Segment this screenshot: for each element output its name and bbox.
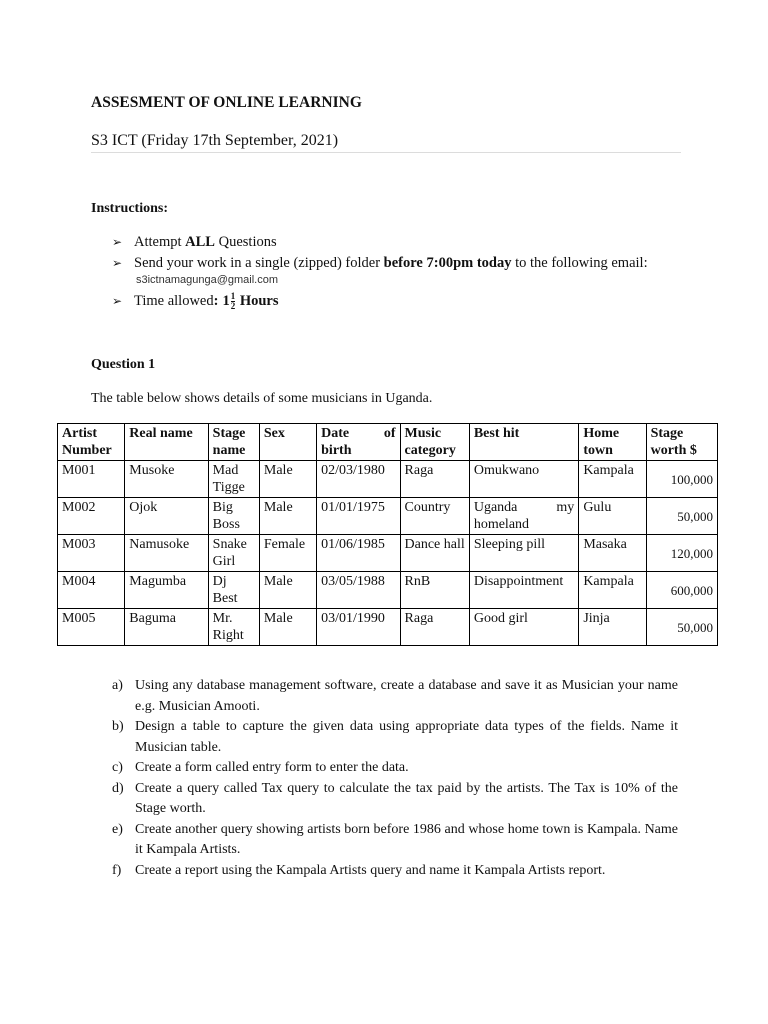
cell-real-name: Ojok	[125, 498, 208, 535]
cell-sex: Male	[259, 461, 316, 498]
document-subtitle: S3 ICT (Friday 17th September, 2021)	[91, 132, 339, 149]
cell-real-name: Baguma	[125, 609, 208, 646]
cell-artist-number: M005	[58, 609, 125, 646]
cell-artist-number: M003	[58, 535, 125, 572]
task-item	[112, 717, 678, 758]
cell-sex: Male	[259, 498, 316, 535]
cell-artist-number: M002	[58, 498, 125, 535]
col-date-of-birth: Date of birth	[317, 424, 400, 461]
cell-music-category: Country	[400, 498, 469, 535]
cell-stage-worth: 100,000	[646, 461, 717, 498]
cell-real-name: Musoke	[125, 461, 208, 498]
cell-home-town: Gulu	[579, 498, 646, 535]
cell-real-name: Namusoke	[125, 535, 208, 572]
cell-best-hit: Omukwano	[469, 461, 578, 498]
cell-best-hit: Sleeping pill	[469, 535, 578, 572]
task-label: a)	[112, 678, 123, 693]
instruction-item-2: ➢ Send your work in a single (zipped) folder before 7:00pm today to the following email:	[112, 255, 648, 271]
cell-stage-worth: 120,000	[646, 535, 717, 572]
cell-stage-worth: 50,000	[646, 498, 717, 535]
cell-real-name: Magumba	[125, 572, 208, 609]
task-label: f)	[112, 862, 122, 878]
cell-sex: Male	[259, 572, 316, 609]
cell-date-of-birth: 01/06/1985	[317, 535, 400, 572]
header-divider	[91, 152, 681, 153]
col-sex: Sex	[259, 424, 316, 461]
cell-music-category: Raga	[400, 461, 469, 498]
cell-date-of-birth: 01/01/1975	[317, 498, 400, 535]
task-label: c)	[112, 760, 123, 775]
task-text: Create a report using the Kampala Artists query and name it Kampala Artists report.	[135, 862, 606, 878]
task-item	[112, 779, 678, 820]
task-item	[112, 820, 678, 861]
arrow-bullet-icon: ➢	[112, 293, 123, 308]
task-text: Create a query called Tax query to calculate the tax paid by the artists. The Tax is 10% of the Stage worth.	[135, 780, 678, 816]
task-text: Design a table to capture the given data using appropriate data types of the fields. Name it Musician table.	[135, 719, 678, 755]
question-heading: Question 1	[91, 357, 156, 372]
task-label: e)	[112, 821, 123, 837]
cell-music-category: Dance hall	[400, 535, 469, 572]
table-row	[58, 461, 718, 498]
cell-stage-worth: 600,000	[646, 572, 717, 609]
cell-best-hit: Good girl	[469, 609, 578, 646]
task-text: Create another query showing artists born before 1986 and whose home town is Kampala. Name it Kampala Artists.	[135, 821, 678, 857]
table-row	[58, 498, 718, 535]
cell-sex: Male	[259, 609, 316, 646]
col-music-category: Music category	[400, 424, 469, 461]
instructions-heading: Instructions:	[91, 201, 169, 216]
cell-home-town: Kampala	[579, 461, 646, 498]
cell-music-category: RnB	[400, 572, 469, 609]
cell-date-of-birth: 03/05/1988	[317, 572, 400, 609]
task-item	[112, 758, 678, 779]
cell-stage-name: Dj Best	[208, 572, 259, 609]
question-intro: The table below shows details of some musicians in Uganda.	[91, 391, 433, 406]
cell-stage-name: Big Boss	[208, 498, 259, 535]
cell-date-of-birth: 03/01/1990	[317, 609, 400, 646]
instruction-item-1: ➢ Attempt ALL Questions	[112, 234, 277, 250]
task-label: b)	[112, 719, 124, 734]
task-item	[112, 676, 678, 717]
time-fraction: $\frac{1}{2}$	[230, 291, 236, 311]
cell-best-hit: Uganda my homeland	[469, 498, 578, 535]
task-item	[112, 861, 678, 882]
table-row	[58, 572, 718, 609]
document-title: ASSESMENT OF ONLINE LEARNING	[91, 94, 362, 111]
cell-stage-name: Mad Tigge	[208, 461, 259, 498]
arrow-bullet-icon: ➢	[112, 256, 123, 270]
col-artist-number: Artist Number	[58, 424, 125, 461]
task-text: Using any database management software, create a database and save it as Musician your name e.g. Musician Amooti.	[135, 678, 678, 714]
musicians-table	[57, 423, 718, 646]
submission-email[interactable]: s3ictnamagunga@gmail.com	[136, 274, 279, 286]
cell-artist-number: M004	[58, 572, 125, 609]
cell-stage-worth: 50,000	[646, 609, 717, 646]
col-stage-name: Stage name	[208, 424, 259, 461]
cell-stage-name: Mr. Right	[208, 609, 259, 646]
col-real-name: Real name	[125, 424, 208, 461]
cell-home-town: Kampala	[579, 572, 646, 609]
cell-date-of-birth: 02/03/1980	[317, 461, 400, 498]
cell-stage-name: Snake Girl	[208, 535, 259, 572]
cell-music-category: Raga	[400, 609, 469, 646]
col-stage-worth: Stage worth $	[646, 424, 717, 461]
col-best-hit: Best hit	[469, 424, 578, 461]
task-label: d)	[112, 780, 124, 796]
cell-artist-number: M001	[58, 461, 125, 498]
col-home-town: Home town	[579, 424, 646, 461]
table-row	[58, 609, 718, 646]
instruction-item-3: ➢ Time allowed: 1 $\frac{1}{2}$ Hours	[112, 291, 279, 311]
table-header-row	[58, 424, 718, 461]
cell-home-town: Jinja	[579, 609, 646, 646]
table-row	[58, 535, 718, 572]
cell-home-town: Masaka	[579, 535, 646, 572]
cell-sex: Female	[259, 535, 316, 572]
arrow-bullet-icon: ➢	[112, 235, 123, 249]
task-text: Create a form called entry form to enter the data.	[135, 760, 409, 775]
cell-best-hit: Disappointment	[469, 572, 578, 609]
task-list	[112, 676, 678, 881]
